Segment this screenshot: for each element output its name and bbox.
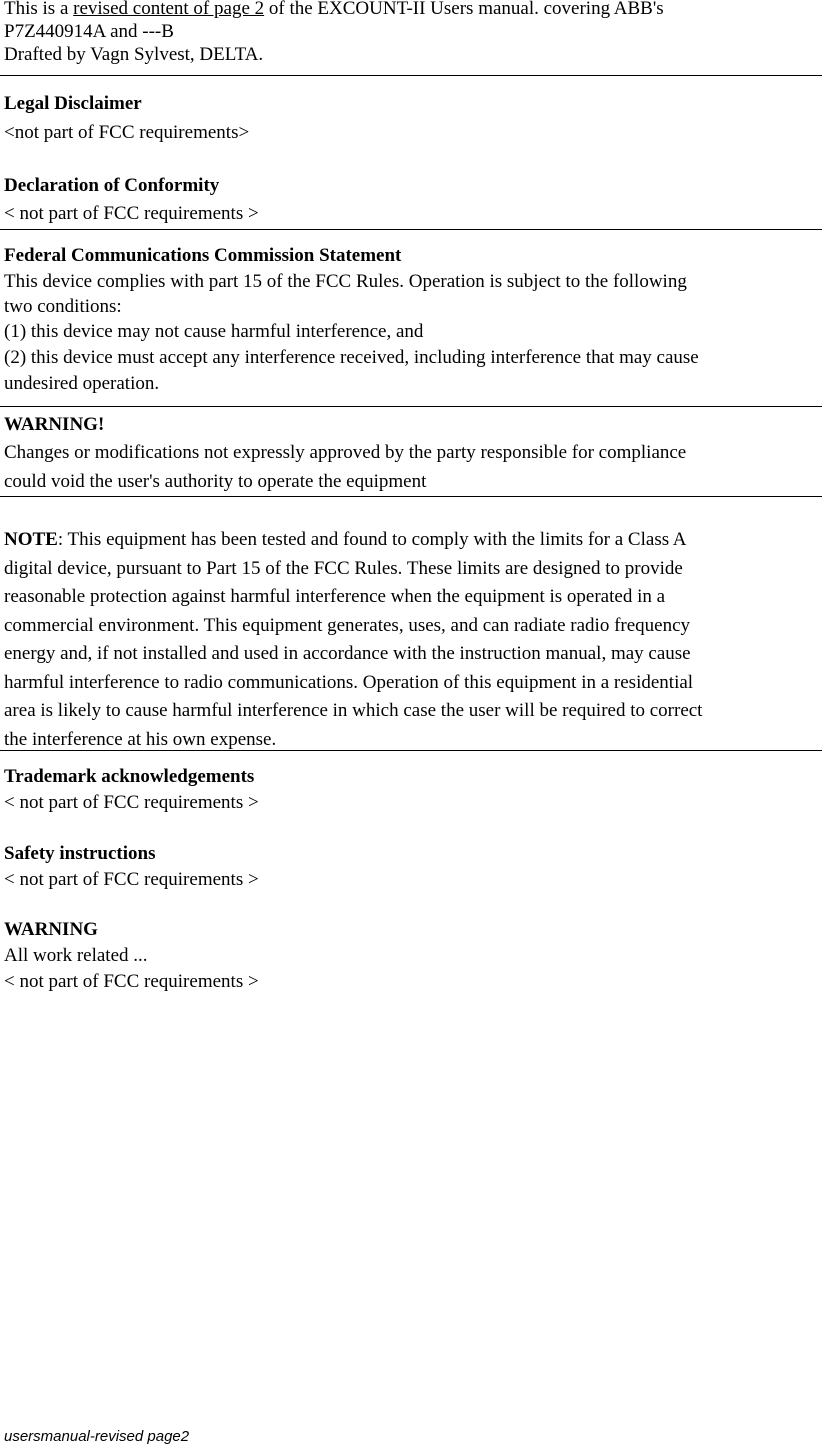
note-section xyxy=(0,526,822,754)
intro-line xyxy=(0,0,822,20)
note-line: commercial environment. This equipment generates, uses, and can radiate radio frequency xyxy=(4,614,691,636)
divider xyxy=(0,750,822,751)
warning-line: Changes or modifications not expressly approved by the party responsible for compliance xyxy=(4,442,687,463)
warning-heading: WARNING! xyxy=(4,414,105,435)
intro-line-2: P7Z440914A and ---B xyxy=(4,21,174,42)
divider xyxy=(0,229,822,230)
note-line xyxy=(0,526,822,555)
note-line: energy and, if not installed and used in accordance with the instruction manual, may cause xyxy=(4,643,691,664)
note-text: : This equipment has been tested and found to comply with the limits for a Class A xyxy=(57,529,687,550)
fcc-line: (1) this device may not cause harmful interference, and xyxy=(4,321,424,342)
fcc-line: undesired operation. xyxy=(4,373,160,394)
safety-text: < not part of FCC requirements > xyxy=(4,869,259,890)
legal-disclaimer-heading: Legal Disclaimer xyxy=(4,93,142,114)
safety-heading: Safety instructions xyxy=(4,843,156,864)
warning-2-line: All work related ... xyxy=(4,945,148,966)
legal-disclaimer-text: <not part of FCC requirements> xyxy=(4,122,250,143)
note-line: the interference at his own expense. xyxy=(4,728,277,750)
note-line: area is likely to cause harmful interference in which case the user will be required to correct xyxy=(4,700,703,721)
warning-2-line: < not part of FCC requirements > xyxy=(4,971,259,992)
note-line: digital device, pursuant to Part 15 of the FCC Rules. These limits are designed to provide xyxy=(4,557,683,579)
drafted-by: Drafted by Vagn Sylvest, DELTA. xyxy=(4,44,264,65)
fcc-line: two conditions: xyxy=(4,296,122,317)
divider xyxy=(0,406,822,407)
conformity-text: < not part of FCC requirements > xyxy=(4,203,259,224)
note-line: reasonable protection against harmful interference when the equipment is operated in a xyxy=(4,586,666,607)
fcc-line: (2) this device must accept any interference received, including interference that may cause xyxy=(4,347,699,368)
divider xyxy=(0,75,822,76)
trademark-heading: Trademark acknowledgements xyxy=(4,766,255,787)
fcc-line: This device complies with part 15 of the FCC Rules. Operation is subject to the following xyxy=(4,271,687,292)
revised-content-link[interactable]: revised content of page 2 xyxy=(73,0,265,19)
trademark-text: < not part of FCC requirements > xyxy=(4,792,259,813)
divider xyxy=(0,496,822,497)
fcc-section xyxy=(0,243,822,397)
warning-line: could void the user's authority to operate the equipment xyxy=(4,471,427,492)
intro-prefix: This is a xyxy=(4,0,74,19)
note-label: NOTE xyxy=(4,529,58,550)
page-footer: usersmanual-revised page2 xyxy=(4,1428,190,1445)
note-line: harmful interference to radio communications. Operation of this equipment in a residential xyxy=(4,671,694,693)
warning-heading-2: WARNING xyxy=(4,919,98,940)
fcc-heading: Federal Communications Commission Statement xyxy=(4,245,402,266)
conformity-heading: Declaration of Conformity xyxy=(4,175,220,196)
intro-suffix: of the EXCOUNT-II Users manual. covering ABB's xyxy=(264,0,664,19)
header-block xyxy=(0,0,822,66)
